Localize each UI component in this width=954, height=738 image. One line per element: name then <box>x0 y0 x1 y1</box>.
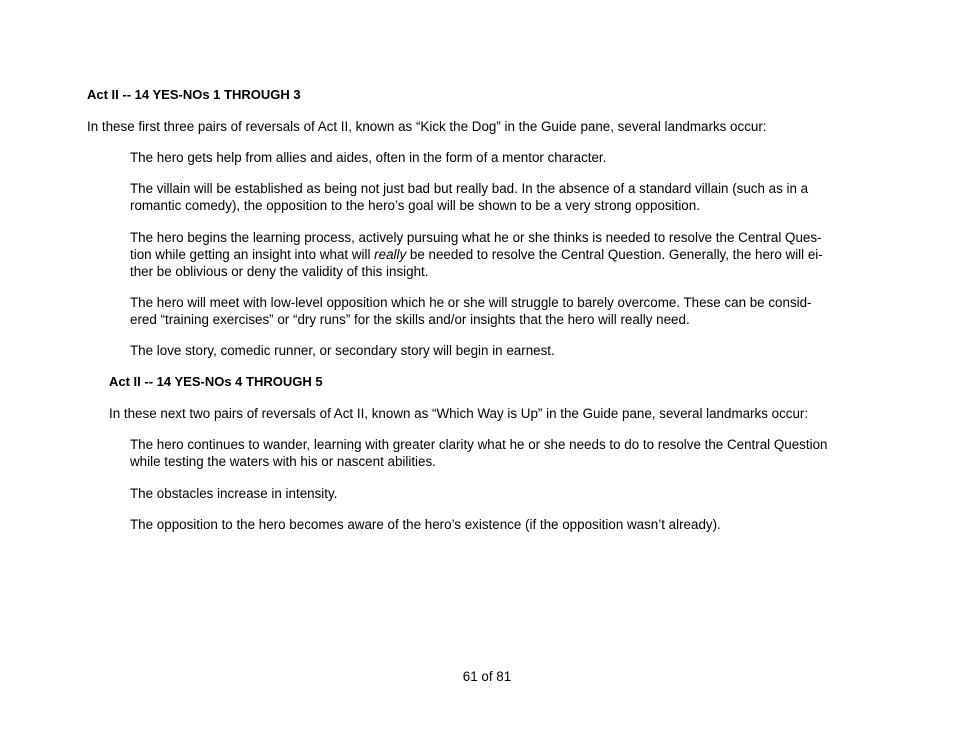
text-run: tion while getting an insight into what will <box>130 247 375 262</box>
bullet-paragraph <box>130 149 890 166</box>
paragraph-line: The hero begins the learning process, actively pursuing what he or she thinks is needed to resolve the Central Ques- <box>130 230 822 245</box>
section-intro-1: In these first three pairs of reversals of Act II, known as “Kick the Dog” in the Guide pane, several landmarks occur: <box>87 119 767 134</box>
section-heading-1: Act II -- 14 YES-NOs 1 THROUGH 3 <box>87 87 301 102</box>
paragraph-line: ered “training exercises” or “dry runs” for the skills and/or insights that the hero will really need. <box>130 312 690 327</box>
bullet-paragraph <box>130 342 890 359</box>
paragraph-line: The villain will be established as being not just bad but really bad. In the absence of a standard villain (such as in a <box>130 181 809 196</box>
bullet-paragraph <box>130 229 890 280</box>
paragraph-line: ther be oblivious or deny the validity of this insight. <box>130 264 429 279</box>
paragraph-line: The hero will meet with low-level opposition which he or she will struggle to barely overcome. These can be consid- <box>130 295 812 310</box>
paragraph-line <box>130 246 890 263</box>
paragraph-line: romantic comedy), the opposition to the hero’s goal will be shown to be a very strong opposition. <box>130 198 700 213</box>
section-heading-2: Act II -- 14 YES-NOs 4 THROUGH 5 <box>109 374 323 389</box>
bullet-paragraph <box>130 294 890 328</box>
paragraph-line: The hero gets help from allies and aides, often in the form of a mentor character. <box>130 150 607 165</box>
paragraph-line: while testing the waters with his or nascent abilities. <box>130 454 436 469</box>
bullet-paragraph <box>130 516 890 533</box>
paragraph-line: The love story, comedic runner, or secondary story will begin in earnest. <box>130 343 555 358</box>
paragraph-line: The opposition to the hero becomes aware of the hero’s existence (if the opposition wasn’t already). <box>130 517 721 532</box>
paragraph-line: The hero continues to wander, learning with greater clarity what he or she needs to do to resolve the Central Question <box>130 437 828 452</box>
bullet-paragraph <box>130 485 890 502</box>
bullet-paragraph <box>130 436 890 470</box>
emphasis-text: really <box>374 247 407 262</box>
bullet-paragraph <box>130 180 890 214</box>
page-number: 61 of 81 <box>462 669 512 684</box>
paragraph-line: The obstacles increase in intensity. <box>130 486 338 501</box>
text-run: be needed to resolve the Central Question. Generally, the hero will ei- <box>406 247 823 262</box>
section-intro-2: In these next two pairs of reversals of Act II, known as “Which Way is Up” in the Guide pane, several landmarks occur: <box>109 406 809 421</box>
